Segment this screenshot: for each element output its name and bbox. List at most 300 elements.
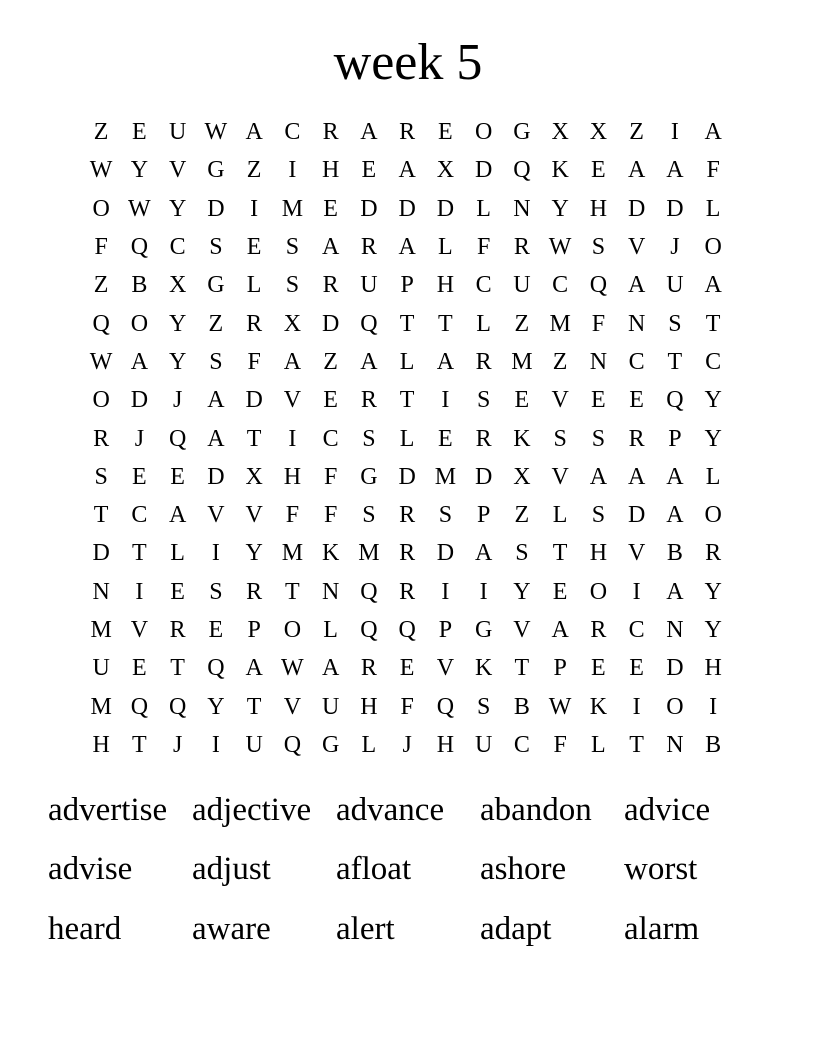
grid-letter: Q <box>360 310 378 337</box>
grid-letter: Z <box>514 502 530 529</box>
grid-letter: Q <box>360 617 378 643</box>
grid-letter: D <box>436 195 455 222</box>
grid-letter: I <box>288 157 297 184</box>
grid-letter: J <box>172 731 183 758</box>
grid-letter: Y <box>168 348 187 375</box>
grid-letter: C <box>169 234 186 261</box>
grid-letter: D <box>666 195 684 222</box>
grid-letter: M <box>281 540 304 567</box>
grid-letter: J <box>172 387 183 414</box>
grid-letter: C <box>284 119 301 146</box>
grid-letter: F <box>247 348 261 375</box>
grid-letter: I <box>632 693 641 720</box>
grid-letter: A <box>627 272 646 299</box>
grid-letter: E <box>170 578 185 605</box>
grid-letter: A <box>360 119 378 146</box>
grid-letter: S <box>94 463 108 490</box>
grid-letter: A <box>398 234 416 261</box>
grid-letter: U <box>92 655 110 682</box>
word-list-item: advertise <box>48 791 168 828</box>
grid-letter: M <box>434 463 457 490</box>
grid-letter: W <box>128 195 151 222</box>
grid-letter: D <box>398 195 416 222</box>
word-list-item: adjust <box>192 851 271 888</box>
grid-letter: A <box>589 463 608 490</box>
grid-letter: T <box>246 693 262 720</box>
grid-letter: H <box>92 731 110 758</box>
grid-letter: G <box>321 731 340 758</box>
grid-letter: U <box>666 272 684 299</box>
grid-letter: O <box>130 310 149 337</box>
grid-letter: R <box>513 234 530 261</box>
grid-row <box>82 304 732 342</box>
grid-letter: H <box>283 463 302 490</box>
grid-letter: R <box>475 348 492 375</box>
grid-letter: F <box>94 234 108 261</box>
grid-letter: E <box>514 387 530 414</box>
grid-letter: E <box>208 617 224 643</box>
grid-letter: I <box>441 578 450 605</box>
grid-letter: D <box>666 655 684 682</box>
grid-letter: L <box>705 463 721 490</box>
grid-letter: W <box>548 234 572 261</box>
grid-letter: E <box>361 157 377 184</box>
grid-letter: H <box>360 693 378 720</box>
grid-letter: A <box>474 540 493 567</box>
grid-letter: D <box>321 310 340 337</box>
grid-letter: N <box>666 617 684 643</box>
grid-letter: V <box>130 617 149 643</box>
grid-letter: E <box>323 387 338 414</box>
grid-letter: X <box>283 310 302 337</box>
grid-letter: Q <box>513 157 531 184</box>
grid-letter: H <box>436 272 455 299</box>
grid-letter: T <box>132 731 147 758</box>
grid-letter: W <box>89 157 113 184</box>
word-list-item: alarm <box>624 910 700 947</box>
grid-letter: T <box>552 540 568 567</box>
grid-letter: A <box>207 387 225 414</box>
grid-row <box>82 419 732 457</box>
grid-letter: R <box>322 119 339 146</box>
word-list-item: heard <box>48 910 122 947</box>
grid-letter: Z <box>208 310 224 337</box>
word-list-item: abandon <box>480 791 592 828</box>
grid-letter: R <box>399 578 416 605</box>
grid-letter: D <box>474 463 493 490</box>
grid-letter: H <box>589 195 608 222</box>
grid-row <box>82 573 732 611</box>
grid-letter: U <box>360 272 378 299</box>
grid-letter: Q <box>92 310 110 337</box>
grid-letter: S <box>591 234 606 261</box>
grid-letter: C <box>705 348 722 375</box>
grid-letter: A <box>666 157 684 184</box>
grid-letter: D <box>398 463 416 490</box>
word-list-item: advise <box>48 851 133 888</box>
grid-letter: H <box>436 731 455 758</box>
grid-letter: A <box>398 157 416 184</box>
grid-letter: T <box>667 348 683 375</box>
grid-letter: I <box>479 578 488 605</box>
grid-letter: D <box>474 157 493 184</box>
grid-letter: N <box>589 348 608 375</box>
grid-letter: O <box>283 617 302 643</box>
grid-letter: E <box>399 655 415 682</box>
grid-row <box>82 228 732 266</box>
grid-letter: F <box>476 234 491 261</box>
grid-letter: Q <box>130 693 149 720</box>
grid-letter: A <box>704 272 722 299</box>
grid-letter: L <box>170 540 185 567</box>
grid-letter: C <box>628 617 645 643</box>
grid-letter: V <box>513 617 531 643</box>
grid-letter: I <box>670 119 679 146</box>
word-list-item: advice <box>624 791 711 828</box>
grid-letter: Z <box>629 119 644 146</box>
grid-letter: S <box>285 234 300 261</box>
grid-letter: E <box>629 387 644 414</box>
grid-letter: Y <box>513 578 531 605</box>
grid-letter: C <box>322 425 339 452</box>
grid-letter: Q <box>398 617 416 643</box>
grid-letter: A <box>360 348 378 375</box>
grid-letter: V <box>207 502 225 529</box>
grid-letter: T <box>246 425 262 452</box>
grid-letter: L <box>476 195 491 222</box>
grid-letter: Q <box>666 387 684 414</box>
grid-letter: L <box>399 425 415 452</box>
grid-letter: E <box>591 157 606 184</box>
word-list-item: aware <box>192 910 271 947</box>
grid-letter: C <box>628 348 645 375</box>
grid-letter: C <box>552 272 569 299</box>
grid-letter: K <box>589 693 608 720</box>
grid-row <box>82 496 732 534</box>
grid-letter: R <box>399 502 416 529</box>
grid-letter: R <box>590 617 607 643</box>
grid-letter: V <box>551 463 569 490</box>
word-list-item: adjective <box>192 791 312 828</box>
grid-letter: L <box>323 617 338 643</box>
grid-letter: T <box>132 540 147 567</box>
grid-letter: R <box>360 234 377 261</box>
grid-letter: B <box>705 731 722 758</box>
grid-letter: S <box>553 425 567 452</box>
grid-letter: A <box>168 502 187 529</box>
grid-letter: S <box>476 387 491 414</box>
grid-letter: R <box>399 119 416 146</box>
grid-letter: Y <box>168 310 187 337</box>
grid-row <box>82 726 732 764</box>
grid-letter: R <box>246 310 263 337</box>
grid-letter: K <box>474 655 493 682</box>
grid-row <box>82 534 732 572</box>
grid-letter: O <box>474 119 493 146</box>
grid-letter: S <box>285 272 300 299</box>
grid-letter: D <box>130 387 149 414</box>
grid-letter: C <box>475 272 492 299</box>
grid-letter: Y <box>168 195 187 222</box>
grid-letter: U <box>513 272 531 299</box>
grid-letter: N <box>627 310 646 337</box>
grid-letter: K <box>321 540 340 567</box>
grid-letter: E <box>591 655 606 682</box>
grid-letter: R <box>360 655 377 682</box>
grid-letter: C <box>513 731 530 758</box>
grid-letter: F <box>323 463 338 490</box>
grid-letter: W <box>204 119 228 146</box>
grid-letter: R <box>322 272 339 299</box>
grid-letter: W <box>89 348 113 375</box>
grid-letter: S <box>476 693 491 720</box>
grid-letter: B <box>131 272 148 299</box>
grid-letter: D <box>92 540 110 567</box>
grid-letter: P <box>247 617 261 643</box>
word-list-item: afloat <box>336 851 412 888</box>
grid-letter: I <box>211 540 220 567</box>
grid-letter: D <box>207 463 225 490</box>
grid-letter: U <box>321 693 340 720</box>
grid-letter: V <box>627 234 646 261</box>
grid-letter: S <box>209 234 223 261</box>
grid-letter: E <box>438 425 453 452</box>
grid-letter: P <box>668 425 682 452</box>
grid-letter: R <box>628 425 645 452</box>
grid-letter: F <box>706 157 720 184</box>
grid-letter: A <box>436 348 455 375</box>
grid-letter: Z <box>93 272 109 299</box>
grid-letter: M <box>281 195 304 222</box>
grid-letter: O <box>704 502 722 529</box>
grid-letter: R <box>169 617 186 643</box>
grid-letter: H <box>589 540 608 567</box>
grid-letter: Y <box>704 578 722 605</box>
grid-letter: P <box>553 655 567 682</box>
grid-letter: M <box>358 540 380 567</box>
grid-row <box>82 458 732 496</box>
grid-letter: D <box>627 195 646 222</box>
grid-letter: T <box>93 502 109 529</box>
grid-letter: L <box>246 272 262 299</box>
grid-letter: A <box>666 502 684 529</box>
grid-letter: N <box>513 195 531 222</box>
word-list-row <box>48 899 768 959</box>
grid-letter: F <box>323 502 338 529</box>
grid-letter: H <box>321 157 340 184</box>
grid-letter: E <box>246 234 262 261</box>
grid-letter: F <box>285 502 300 529</box>
grid-letter: Z <box>552 348 568 375</box>
grid-row <box>82 113 732 151</box>
grid-letter: J <box>670 234 680 261</box>
grid-letter: P <box>438 617 453 643</box>
grid-letter: A <box>627 463 646 490</box>
grid-letter: Y <box>704 617 722 643</box>
word-list-item: alert <box>336 910 395 947</box>
grid-letter: E <box>552 578 568 605</box>
grid-letter: W <box>281 655 304 682</box>
grid-letter: X <box>513 463 531 490</box>
grid-letter: B <box>666 540 683 567</box>
grid-letter: E <box>591 387 606 414</box>
grid-letter: T <box>705 310 721 337</box>
grid-letter: H <box>704 655 722 682</box>
grid-letter: L <box>591 731 606 758</box>
grid-letter: K <box>551 157 569 184</box>
grid-letter: O <box>666 693 684 720</box>
grid-letter: Z <box>514 310 530 337</box>
grid-letter: E <box>170 463 185 490</box>
grid-letter: M <box>511 348 533 375</box>
grid-letter: M <box>549 310 571 337</box>
grid-letter: D <box>245 387 263 414</box>
grid-letter: X <box>245 463 263 490</box>
grid-letter: I <box>632 578 641 605</box>
word-list-item: advance <box>336 791 445 828</box>
grid-letter: I <box>135 578 144 605</box>
grid-letter: V <box>551 387 569 414</box>
grid-letter: O <box>589 578 608 605</box>
grid-letter: O <box>92 195 110 222</box>
grid-letter: U <box>168 119 187 146</box>
grid-letter: T <box>438 310 453 337</box>
grid-letter: X <box>589 119 608 146</box>
grid-letter: R <box>399 540 416 567</box>
grid-letter: Z <box>323 348 338 375</box>
grid-letter: Y <box>704 387 722 414</box>
grid-letter: A <box>321 655 340 682</box>
grid-letter: F <box>591 310 606 337</box>
grid-letter: Z <box>93 119 109 146</box>
grid-letter: S <box>209 578 223 605</box>
grid-letter: Q <box>130 234 149 261</box>
grid-letter: T <box>399 310 415 337</box>
grid-letter: E <box>438 119 453 146</box>
grid-letter: Z <box>246 157 262 184</box>
letter-grid <box>82 113 732 764</box>
grid-letter: E <box>132 119 147 146</box>
grid-letter: A <box>627 157 646 184</box>
grid-letter: Y <box>130 157 149 184</box>
word-list-row <box>48 780 768 840</box>
grid-letter: W <box>548 693 572 720</box>
grid-letter: N <box>321 578 340 605</box>
grid-letter: X <box>551 119 569 146</box>
grid-letter: Y <box>551 195 569 222</box>
grid-row <box>82 381 732 419</box>
grid-letter: S <box>438 502 453 529</box>
word-list-item: adapt <box>480 910 552 947</box>
grid-letter: A <box>704 119 722 146</box>
grid-letter: P <box>476 502 491 529</box>
grid-letter: G <box>360 463 378 490</box>
grid-letter: A <box>245 655 263 682</box>
grid-letter: A <box>666 578 684 605</box>
grid-letter: G <box>513 119 531 146</box>
grid-letter: S <box>668 310 682 337</box>
grid-letter: V <box>245 502 263 529</box>
grid-letter: R <box>246 578 263 605</box>
grid-letter: L <box>552 502 568 529</box>
grid-letter: Q <box>360 578 378 605</box>
grid-letter: Y <box>704 425 722 452</box>
grid-letter: S <box>362 425 376 452</box>
grid-letter: U <box>474 731 493 758</box>
grid-letter: Y <box>245 540 263 567</box>
grid-letter: O <box>704 234 722 261</box>
grid-letter: V <box>283 387 302 414</box>
grid-letter: A <box>551 617 569 643</box>
grid-letter: E <box>629 655 644 682</box>
grid-letter: Q <box>283 731 302 758</box>
grid-row <box>82 190 732 228</box>
grid-letter: V <box>168 157 187 184</box>
word-list-row <box>48 840 768 900</box>
grid-row <box>82 151 732 189</box>
grid-letter: S <box>591 502 606 529</box>
grid-letter: S <box>515 540 529 567</box>
grid-letter: F <box>553 731 567 758</box>
grid-letter: E <box>132 655 147 682</box>
grid-letter: R <box>475 425 492 452</box>
grid-letter: X <box>436 157 455 184</box>
grid-letter: L <box>361 731 377 758</box>
word-list-item: ashore <box>480 851 567 888</box>
grid-letter: S <box>209 348 223 375</box>
grid-letter: G <box>207 157 225 184</box>
grid-letter: Q <box>168 425 187 452</box>
grid-letter: N <box>92 578 110 605</box>
grid-letter: I <box>441 387 450 414</box>
grid-letter: R <box>93 425 110 452</box>
grid-letter: T <box>514 655 530 682</box>
grid-letter: L <box>705 195 721 222</box>
grid-letter: P <box>400 272 414 299</box>
grid-letter: E <box>323 195 338 222</box>
grid-letter: T <box>629 731 644 758</box>
grid-letter: Q <box>436 693 455 720</box>
grid-letter: D <box>207 195 225 222</box>
grid-letter: D <box>436 540 455 567</box>
grid-letter: L <box>399 348 415 375</box>
grid-letter: A <box>666 463 684 490</box>
grid-letter: A <box>207 425 225 452</box>
word-list <box>48 780 768 959</box>
grid-letter: Q <box>589 272 608 299</box>
grid-row <box>82 687 732 725</box>
grid-letter: K <box>513 425 531 452</box>
grid-letter: Q <box>207 655 225 682</box>
grid-letter: Y <box>207 693 225 720</box>
grid-letter: A <box>321 234 340 261</box>
grid-row <box>82 649 732 687</box>
grid-letter: M <box>90 693 112 720</box>
grid-letter: Q <box>168 693 187 720</box>
grid-letter: J <box>134 425 145 452</box>
grid-letter: E <box>132 463 147 490</box>
grid-row <box>82 611 732 649</box>
grid-letter: J <box>402 731 412 758</box>
grid-letter: G <box>474 617 493 643</box>
grid-letter: R <box>705 540 722 567</box>
grid-letter: I <box>211 731 220 758</box>
grid-letter: A <box>283 348 302 375</box>
grid-letter: X <box>168 272 187 299</box>
word-list-item: worst <box>624 851 698 888</box>
grid-letter: G <box>207 272 225 299</box>
grid-letter: T <box>170 655 185 682</box>
